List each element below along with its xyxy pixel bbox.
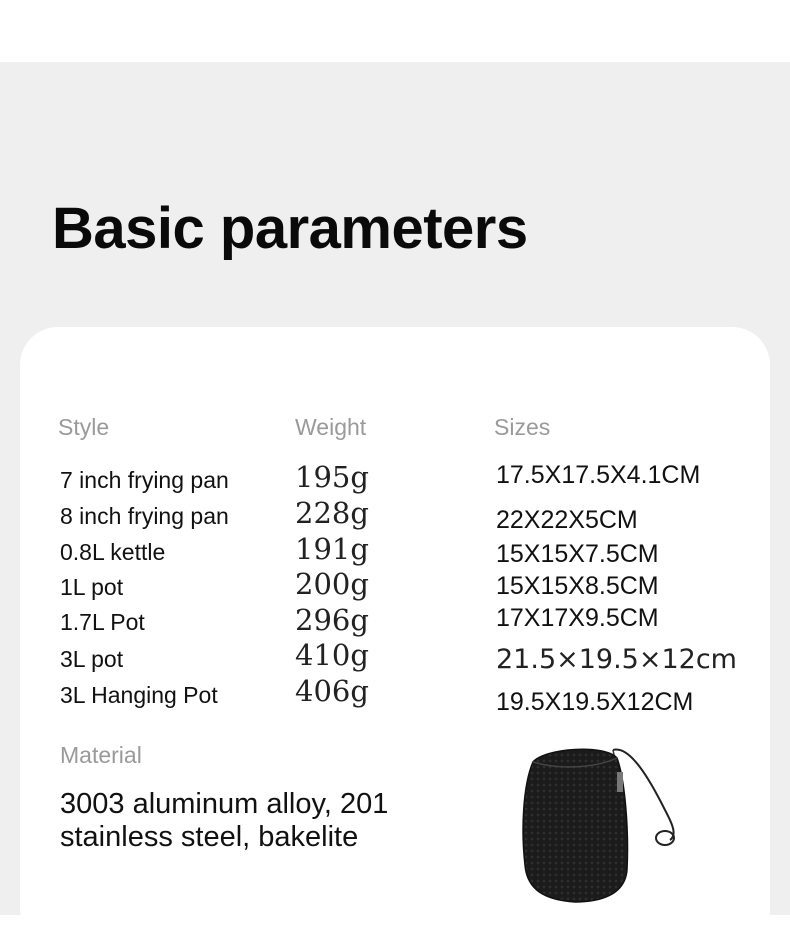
row-weight: 191g: [295, 532, 369, 566]
row-size: 19.5X19.5X12CM: [496, 688, 694, 716]
row-weight: 296g: [295, 603, 369, 637]
material-text: 3003 aluminum alloy, 201 stainless steel, bakelite: [60, 788, 389, 853]
header-sizes: Sizes: [494, 414, 551, 440]
row-style: 1L pot: [60, 574, 124, 600]
row-size: 17X17X9.5CM: [496, 604, 659, 632]
row-size: 22X22X5CM: [496, 506, 638, 534]
row-size: 21.5×19.5×12cm: [496, 644, 737, 675]
row-weight: 410g: [295, 638, 369, 672]
row-style: 0.8L kettle: [60, 539, 166, 565]
row-weight: 228g: [295, 496, 369, 530]
header-style: Style: [58, 414, 110, 440]
row-weight: 200g: [295, 567, 369, 601]
row-style: 3L pot: [60, 646, 124, 672]
page-title: Basic parameters: [52, 196, 528, 261]
row-style: 1.7L Pot: [60, 609, 145, 635]
header-weight: Weight: [295, 414, 367, 440]
row-size: 15X15X7.5CM: [496, 540, 659, 568]
row-style: 7 inch frying pan: [60, 467, 229, 493]
row-weight: 406g: [295, 674, 369, 708]
row-style: 3L Hanging Pot: [60, 682, 218, 708]
mesh-drawstring-bag-icon: [505, 740, 705, 910]
row-weight: 195g: [295, 460, 369, 494]
row-style: 8 inch frying pan: [60, 503, 229, 529]
row-size: 15X15X8.5CM: [496, 572, 659, 600]
row-size: 17.5X17.5X4.1CM: [496, 461, 701, 489]
material-label: Material: [60, 742, 142, 768]
